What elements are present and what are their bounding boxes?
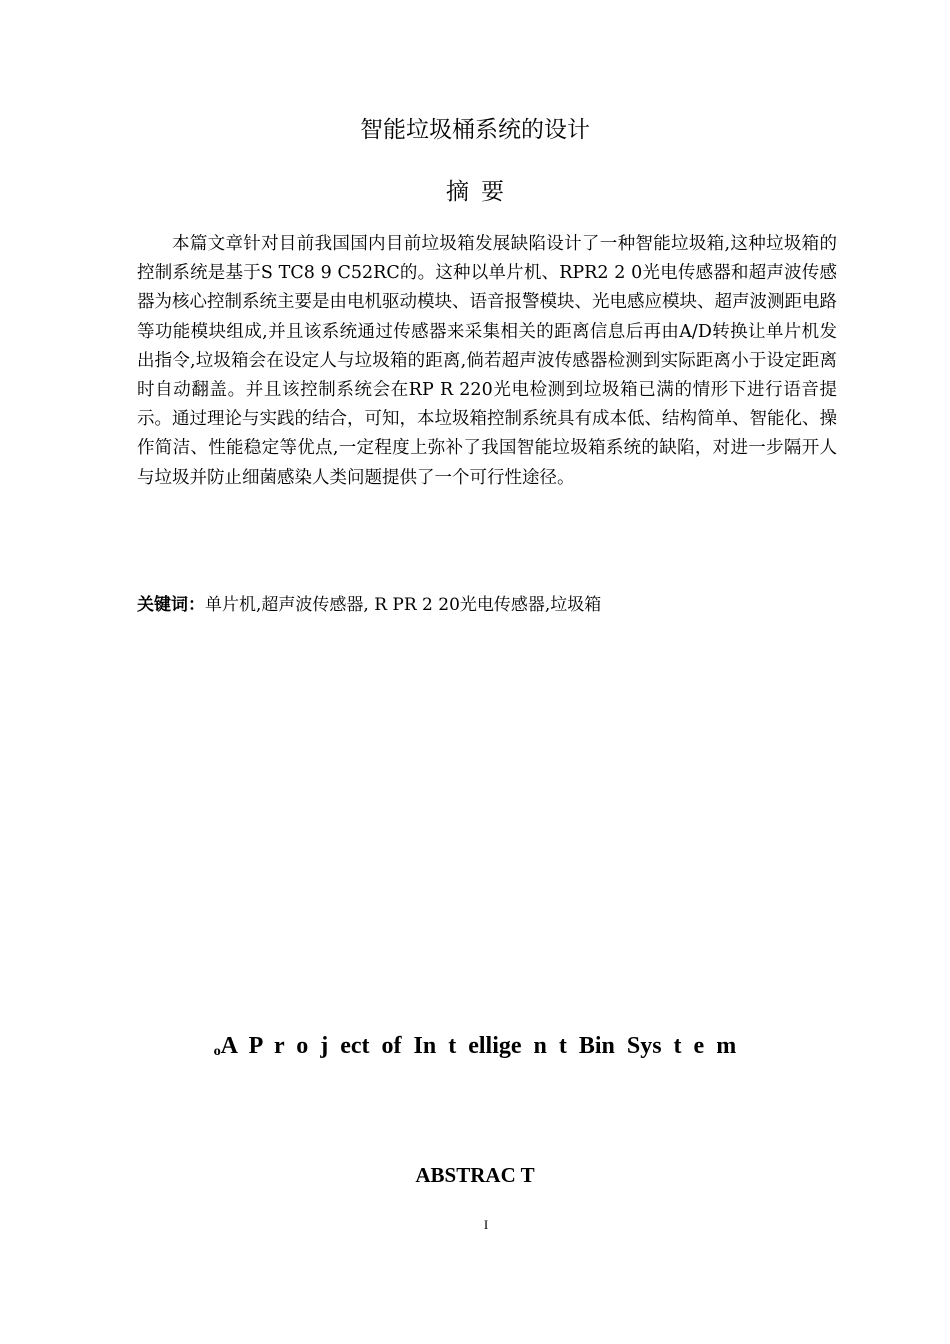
abstract-heading-en: ABSTRAC T <box>415 1163 535 1187</box>
abstract-heading-cn: 摘要 <box>446 179 516 205</box>
abstract-body-cn: 本篇文章针对目前我国国内目前垃圾箱发展缺陷设计了一种智能垃圾箱,这种垃圾箱的控制系统是基于S TC8 9 C52RC的。这种以单片机、RPR2 2 0光电传感器和超声波传感器为核心控制系统主要是由电机驱动模块、语音报警模块、光电感应模块、超声波测距电路等功能模块组成,并且该系统通过传感器来采集相关的距离信息后再由A/D转换让单片机发出指令,垃圾箱会在设定人与垃圾箱的距离,倘若超声波传感器检测到实际距离小于设定距离时自动翻盖。并且该控制系统会在RP R 220光电检测到垃圾箱已满的情形下进行语音提示。通过理论与实践的结合，可知，本垃圾箱控制系统具有成本低、结构简单、智能化、操作简洁、性能稳定等优点,一定程度上弥补了我国智能垃圾箱系统的缺陷，对进一步隔开人与垃圾并防止细菌感染人类问题提供了一个可行性途径。 <box>137 234 837 488</box>
keywords-value: 单片机,超声波传感器, R PR 2 20光电传感器,垃圾箱 <box>205 595 602 615</box>
keywords-line <box>137 591 837 620</box>
chinese-title: 智能垃圾桶系统的设计 <box>360 117 590 143</box>
english-title: ₒA P r o j ect of In t ellige n t Bin Sys t e m <box>213 1033 737 1059</box>
page-number: I <box>483 1217 489 1232</box>
keywords-label: 关键词： <box>137 595 205 615</box>
